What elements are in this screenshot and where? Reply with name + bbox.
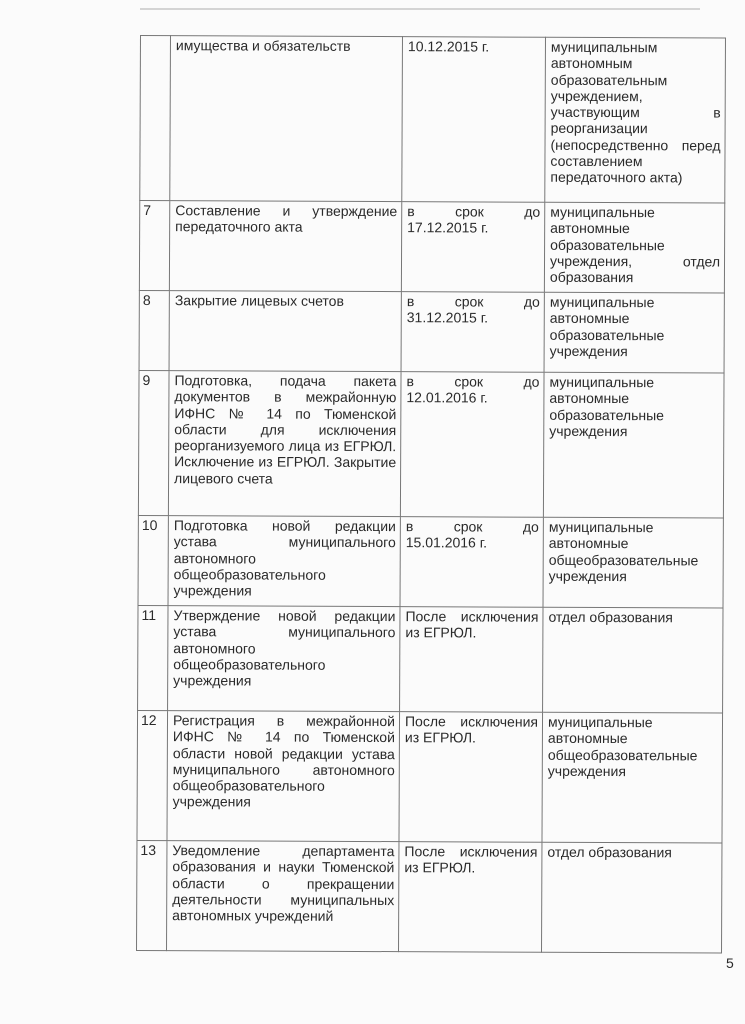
responsible-cell: муниципальные автономные образовательные учреждения	[544, 292, 724, 373]
table-row	[139, 201, 724, 294]
row-number: 9	[138, 370, 169, 515]
table-row	[138, 515, 723, 608]
responsible-cell: отдел образования	[543, 607, 723, 713]
action-cell: Подготовка новой редакции устава муниципального автономного общеобразовательного учреждения	[168, 516, 400, 607]
deadline-cell: После исключения из ЕГРЮЛ.	[399, 842, 542, 953]
action-cell: Подготовка, подача пакета документов в межрайонную ИФНС № 14 по Тюменской области для исключения реорганизуемого лица из ЕГРЮЛ. Исключение из ЕГРЮЛ. Закрытие лицевого счета	[168, 371, 401, 517]
reorganization-plan-table	[136, 35, 726, 954]
table-row	[137, 840, 722, 953]
deadline-cell: в срок до 15.01.2016 г.	[400, 517, 543, 608]
table-row	[140, 36, 726, 204]
responsible-cell: муниципальные автономные общеобразовательные учреждения	[543, 517, 723, 608]
scan-edge-line	[140, 8, 700, 10]
row-number: 8	[139, 290, 169, 370]
responsible-cell: муниципальные автономные образовательные учреждения	[543, 372, 724, 518]
deadline-cell: После исключения из ЕГРЮЛ.	[400, 607, 543, 713]
row-number: 7	[139, 201, 169, 291]
table-row	[138, 605, 723, 713]
row-number: 10	[138, 515, 168, 605]
responsible-cell: муниципальным автономным образовательным учреждением, участвующим в реорганизации (непосредственно перед составлением передаточного акта)	[545, 37, 726, 203]
responsible-cell: отдел образования	[542, 842, 722, 953]
table-row	[137, 710, 723, 843]
table-row	[139, 290, 724, 373]
row-number: 12	[137, 710, 168, 840]
responsible-cell: муниципальные автономные образовательные учреждения, отдел образования	[544, 202, 724, 293]
table-row	[138, 370, 724, 518]
action-cell: Утверждение новой редакции устава муниципального автономного общеобразовательного учреждения	[168, 606, 400, 712]
action-cell: Уведомление департамента образования и науки Тюменской области о прекращении деятельности муниципальных автономных учреждений	[167, 841, 399, 952]
action-cell: Регистрация в межрайонной ИФНС № 14 по Тюменской области новой редакции устава муниципального автономного общеобразовательного учреждения	[167, 711, 400, 842]
deadline-cell: После исключения из ЕГРЮЛ.	[399, 712, 543, 843]
row-number: 11	[138, 605, 168, 710]
responsible-cell: муниципальные автономные общеобразовательные учреждения	[542, 712, 723, 843]
deadline-cell: в срок до 31.12.2015 г.	[401, 292, 544, 373]
row-number	[140, 36, 171, 201]
deadline-cell: 10.12.2015 г.	[402, 37, 546, 203]
deadline-cell: в срок до 17.12.2015 г.	[401, 202, 544, 293]
row-number: 13	[137, 840, 167, 950]
action-cell: имущества и обязательств	[170, 36, 403, 202]
action-cell: Составление и утверждение передаточного акта	[169, 201, 401, 292]
deadline-cell: в срок до 12.01.2016 г.	[400, 372, 544, 518]
page-number: 5	[726, 955, 734, 971]
action-cell: Закрытие лицевых счетов	[169, 291, 401, 372]
